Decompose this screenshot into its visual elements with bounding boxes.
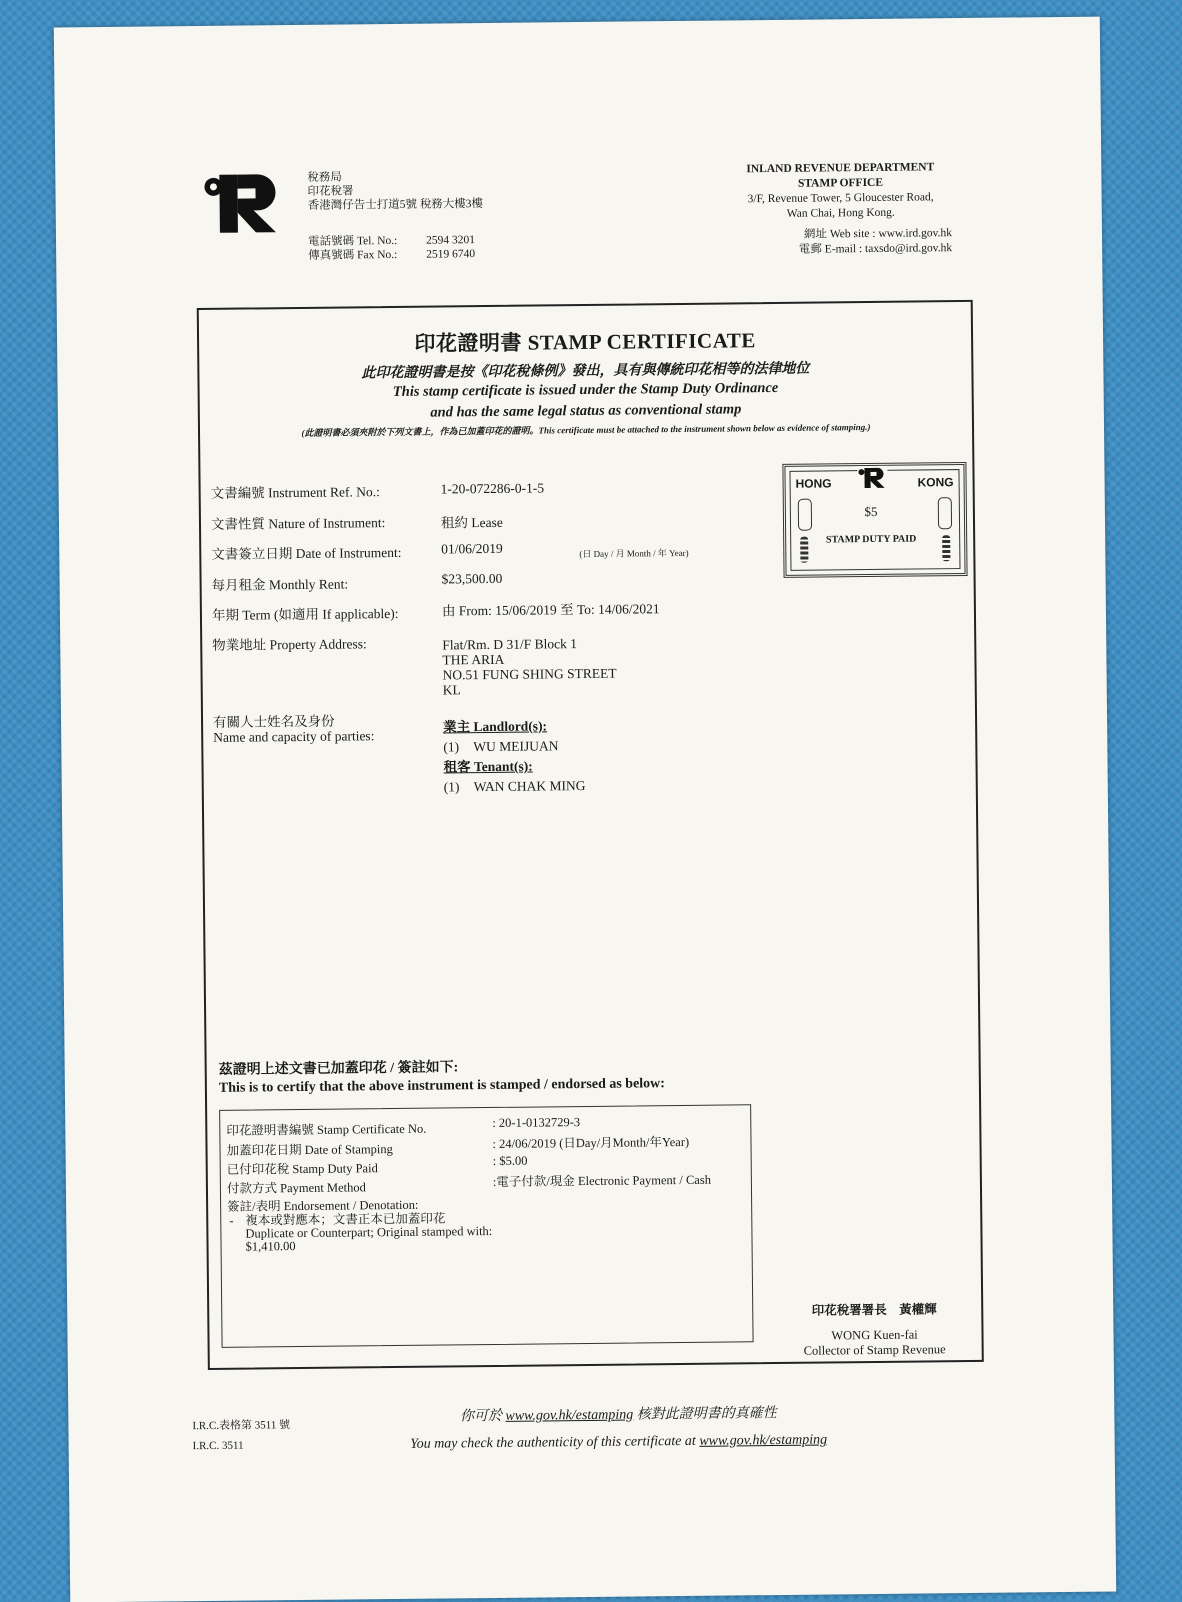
subtitle-zh: 此印花證明書是按《印花稅條例》發出，具有與傳統印花相等的法律地位: [361, 361, 810, 382]
authenticity-zh-post: 核對此證明書的真確性: [636, 1406, 777, 1423]
office-address-line: Wan Chai, Hong Kong.: [786, 206, 895, 220]
field-label: 每月租金 Monthly Rent:: [211, 576, 349, 593]
office-name: STAMP OFFICE: [797, 176, 884, 190]
address-line: Flat/Rm. D 31/F Block 1: [442, 636, 577, 653]
website: 網址 Web site : www.ird.gov.hk: [803, 227, 953, 241]
office-address-line: 3/F, Revenue Tower, 5 Gloucester Road,: [747, 191, 934, 206]
stamp-paid-text: STAMP DUTY PAID: [825, 533, 917, 546]
stamp-certificate-no: : 20-1-0132729-3: [492, 1115, 581, 1130]
form-number-en: I.R.C. 3511: [192, 1439, 244, 1453]
authenticity-note: [338, 1399, 899, 1459]
certify-zh: 茲證明上述文書已加蓋印花 / 簽註如下:: [218, 1060, 459, 1078]
stamp-kong-text: KONG: [917, 475, 954, 490]
stamp-duty-paid-stamp: [782, 462, 967, 578]
letterhead-line: 香港灣仔告士打道5號 稅務大樓3樓: [307, 198, 484, 212]
ird-logo-icon: [203, 170, 280, 237]
certificate-sheet: [54, 17, 1116, 1602]
field-label: 文書編號 Instrument Ref. No.:: [210, 484, 380, 501]
subtitle-en-line: This stamp certificate is issued under the Stamp Duty Ordinance: [392, 379, 779, 400]
form-number: [192, 1415, 290, 1456]
stamp-seal-icon: [798, 499, 812, 531]
landlord-name: WU MEIJUAN: [473, 738, 559, 755]
endorsement-label: 簽註/表明 Endorsement / Denotation:: [227, 1197, 419, 1214]
property-address: [442, 636, 617, 698]
stamp-seal-icon: [938, 497, 952, 529]
stamp-ird-logo-icon: [857, 466, 887, 490]
collector-name: WONG Kuen-fai: [831, 1327, 918, 1343]
fax-label: 傳真號碼 Fax No.:: [308, 248, 398, 262]
tel-label: 電話號碼 Tel. No.:: [307, 234, 398, 248]
stamping-details-box: [219, 1104, 753, 1348]
address-line: THE ARIA: [442, 651, 505, 668]
stamping-label: 加蓋印花日期 Date of Stamping: [226, 1142, 393, 1158]
date-format-hint: (日 Day / 月 Month / 年 Year): [579, 547, 689, 560]
monthly-rent-value: $23,500.00: [441, 570, 503, 587]
attach-note: (此證明書必須夾附於下列文書上，作為已加蓋印花的證明。This certificate must be attached to the instrument shown below as evidence of stamping.): [301, 421, 871, 438]
parties-label-en: Name and capacity of parties:: [213, 728, 375, 745]
stamping-label: 已付印花稅 Stamp Duty Paid: [226, 1161, 378, 1177]
instrument-ref-value: 1-20-072286-0-1-5: [440, 480, 545, 497]
certify-statement: [219, 1057, 665, 1098]
endorsement-amount: $1,410.00: [245, 1239, 296, 1254]
authenticity-en-pre: You may check the authenticity of this certificate at: [410, 1433, 696, 1452]
parties-list: [443, 716, 586, 797]
estamping-link[interactable]: www.gov.hk/estamping: [505, 1407, 634, 1424]
letterhead-left: [307, 168, 544, 262]
tenant-heading: 租客 Tenant(s):: [443, 758, 533, 775]
letterhead-line: 稅務局: [307, 171, 342, 184]
endorsement-zh: 複本或對應本；文書正本已加蓋印花: [245, 1211, 446, 1228]
certify-en: This is to certify that the above instrument is stamped / endorsed as below:: [218, 1076, 666, 1096]
endorsement-en: Duplicate or Counterpart; Original stamped with:: [245, 1223, 493, 1241]
tel-number: 2594 3201: [425, 234, 475, 247]
stamp-amount: $5: [864, 503, 878, 520]
certificate-title: 印花證明書 STAMP CERTIFICATE: [414, 328, 756, 356]
form-number-zh: I.R.C.表格第 3511 號: [192, 1419, 291, 1433]
field-label: 文書簽立日期 Date of Instrument:: [211, 544, 402, 562]
estamping-link[interactable]: www.gov.hk/estamping: [699, 1432, 828, 1449]
payment-method: :電子付款/現金 Electronic Payment / Cash: [492, 1172, 711, 1189]
letterhead-line: 印花稅署: [307, 185, 354, 198]
stamp-duty-paid: : $5.00: [492, 1153, 528, 1168]
fax-number: 2519 6740: [426, 248, 476, 261]
tenant-entry: [444, 776, 586, 797]
stamp-ornament-icon: [800, 537, 808, 563]
landlord-entry: [443, 736, 585, 757]
stamping-label: 印花證明書編號 Stamp Certificate No.: [226, 1121, 427, 1138]
date-of-stamping: : 24/06/2019 (日Day/月Month/年Year): [492, 1134, 690, 1151]
instrument-nature-value: 租約 Lease: [440, 514, 503, 531]
stamp-ornament-icon: [942, 535, 950, 561]
field-label: 年期 Term (如適用 If applicable):: [211, 605, 399, 623]
collector-title: Collector of Stamp Revenue: [803, 1342, 946, 1358]
address-line: KL: [442, 682, 461, 698]
party-number: (1): [443, 779, 460, 795]
endorsement-bullet: -: [229, 1213, 234, 1228]
stamp-hong-text: HONG: [795, 476, 832, 491]
field-label: 文書性質 Nature of Instrument:: [210, 515, 386, 532]
instrument-date-value: 01/06/2019: [441, 540, 503, 557]
subtitle-en-line: and has the same legal status as conventional stamp: [430, 401, 742, 421]
stamping-label: 付款方式 Payment Method: [226, 1180, 366, 1196]
term-value: 由 From: 15/06/2019 至 To: 14/06/2021: [441, 601, 660, 619]
parties-label-zh: 有關人士姓名及身份: [212, 713, 335, 730]
email: 電郵 E-mail : taxsdo@ird.gov.hk: [798, 242, 953, 256]
parties-label: [213, 713, 374, 745]
field-label: 物業地址 Property Address:: [212, 636, 367, 653]
certificate-box: [197, 300, 984, 1370]
department-name: INLAND REVENUE DEPARTMENT: [746, 161, 935, 176]
tenant-name: WAN CHAK MING: [473, 777, 586, 795]
collector-zh: 印花稅署署長 黃權輝: [811, 1302, 937, 1318]
authenticity-zh-pre: 你可於: [459, 1408, 503, 1425]
landlord-heading: 業主 Landlord(s):: [443, 718, 548, 735]
address-line: NO.51 FUNG SHING STREET: [442, 665, 617, 683]
subtitle-en: [200, 376, 972, 426]
collector-signature: [769, 1302, 980, 1359]
letterhead-right: [705, 160, 976, 259]
endorsement-details: [227, 1212, 492, 1254]
party-number: (1): [443, 739, 460, 755]
